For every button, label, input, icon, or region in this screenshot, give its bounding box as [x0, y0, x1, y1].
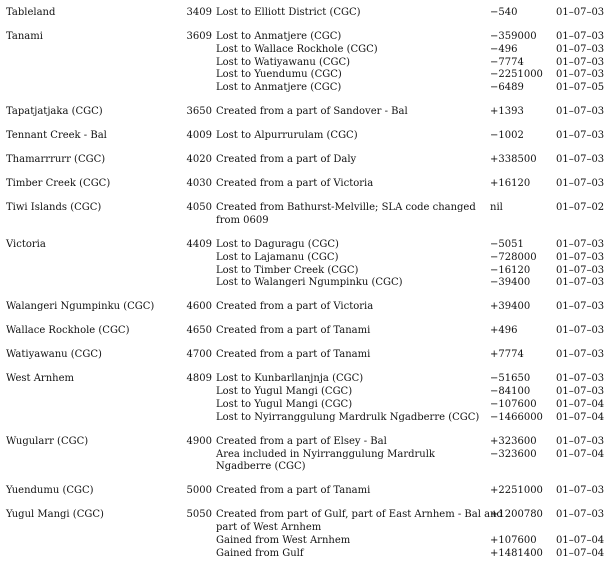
change-description: Lost to Nyirranggulung Mardrulk Ngadberre (CGC) [216, 411, 480, 423]
effective-date: 01–07–03 [556, 349, 605, 361]
effective-date [556, 522, 606, 535]
change-description: Lost to Yugul Mangi (CGC) [216, 386, 353, 398]
change-descriptions [216, 436, 484, 474]
area-change-value: −84100 [490, 386, 531, 398]
area-changes [490, 239, 550, 290]
effective-date: 01–07–04 [556, 534, 605, 546]
effective-date: 01–07–03 [556, 509, 605, 521]
area-change-value: nil [490, 202, 503, 214]
effective-dates [556, 31, 606, 95]
effective-date: 01–07–03 [556, 56, 605, 68]
area-name: Tapatjatjaka (CGC) [6, 106, 103, 118]
change-description: Lost to Alpurrurulam (CGC) [216, 130, 358, 142]
change-description: Lost to Kunbarllanjnja (CGC) [216, 373, 364, 385]
sla-code: 5050 [186, 509, 212, 521]
effective-dates [556, 436, 606, 474]
effective-date: 01–07–04 [556, 398, 605, 410]
area-change-value: −5051 [490, 239, 524, 250]
change-descriptions [216, 106, 484, 119]
effective-date: 01–07–03 [556, 178, 605, 190]
sla-code: 4700 [186, 349, 212, 361]
change-description: Gained from Gulf [216, 547, 304, 559]
area-changes [490, 301, 550, 314]
effective-date: 01–07–03 [556, 277, 605, 289]
sla-code: 3650 [186, 106, 212, 118]
change-descriptions [216, 373, 484, 424]
area-change-value: −496 [490, 43, 518, 55]
effective-date: 01–07–02 [556, 202, 605, 214]
change-description: Lost to Elliott District (CGC) [216, 7, 361, 18]
effective-dates [556, 202, 606, 228]
effective-date: 01–07–05 [556, 82, 605, 94]
sla-code: 4009 [186, 130, 212, 142]
change-description: Lost to Timber Creek (CGC) [216, 264, 359, 276]
change-description: Lost to Anmatjere (CGC) [216, 82, 342, 94]
area-changes [490, 436, 550, 474]
area-changes [490, 373, 550, 424]
area-changes [490, 154, 550, 167]
change-description: Lost to Watiyawanu (CGC) [216, 56, 351, 68]
change-description: Created from a part of Sandover - Bal [216, 106, 408, 118]
change-description: Gained from West Arnhem [216, 534, 351, 546]
change-description: Lost to Lajamanu (CGC) [216, 251, 339, 263]
area-change-value: −107600 [490, 398, 537, 410]
change-description: Created from a part of Victoria [216, 301, 374, 313]
effective-date: 01–07–04 [556, 411, 605, 423]
area-change-value: +39400 [490, 301, 531, 313]
area-name: Tanami [6, 31, 43, 42]
effective-date: 01–07–03 [556, 43, 605, 55]
area-change-value: +496 [490, 325, 518, 337]
change-descriptions [216, 31, 484, 95]
effective-date [556, 461, 606, 474]
change-descriptions [216, 239, 484, 290]
area-changes [490, 106, 550, 119]
change-description: Created from a part of Tanami [216, 325, 371, 337]
area-change-value: −16120 [490, 264, 531, 276]
area-change-value: −6489 [490, 82, 524, 94]
change-description: Created from a part of Elsey - Bal [216, 435, 387, 447]
area-change-value: −728000 [490, 251, 537, 263]
effective-date: 01–07–03 [556, 264, 605, 276]
change-description: Lost to Yugul Mangi (CGC) [216, 398, 353, 410]
effective-date [556, 215, 606, 228]
area-name: Watiyawanu (CGC) [6, 349, 102, 361]
area-change-value: +107600 [490, 534, 537, 546]
area-name: Yuendumu (CGC) [6, 485, 94, 497]
effective-dates [556, 130, 606, 143]
effective-dates [556, 7, 606, 20]
area-change-value: −359000 [490, 31, 537, 42]
area-name: Walangeri Ngumpinku (CGC) [6, 301, 155, 313]
effective-date: 01–07–03 [556, 435, 605, 447]
effective-dates [556, 239, 606, 290]
change-descriptions [216, 301, 484, 314]
sla-code: 4900 [186, 435, 212, 447]
area-change-value: +338500 [490, 154, 537, 166]
area-name: West Arnhem [6, 373, 74, 385]
area-change-value: +323600 [490, 435, 537, 447]
area-name: Yugul Mangi (CGC) [6, 509, 104, 521]
area-changes [490, 130, 550, 143]
sla-code: 3409 [186, 7, 212, 18]
sla-code: 4020 [186, 154, 212, 166]
area-changes [490, 325, 550, 338]
sla-code: 5000 [186, 485, 212, 497]
effective-date: 01–07–03 [556, 373, 605, 385]
area-change-value: −1002 [490, 130, 524, 142]
change-description: Lost to Walangeri Ngumpinku (CGC) [216, 277, 403, 289]
area-name: Thamarrrurr (CGC) [6, 154, 106, 166]
area-changes [490, 349, 550, 362]
effective-date: 01–07–03 [556, 130, 605, 142]
effective-dates [556, 154, 606, 167]
area-changes [490, 202, 550, 228]
effective-date: 01–07–03 [556, 31, 605, 42]
area-name: Tiwi Islands (CGC) [6, 202, 102, 214]
effective-dates [556, 301, 606, 314]
sla-code: 4600 [186, 301, 212, 313]
change-description: Ngadberre (CGC) [216, 461, 306, 473]
sla-code: 4050 [186, 202, 212, 214]
area-name: Tableland [6, 7, 56, 18]
change-description: Lost to Yuendumu (CGC) [216, 69, 342, 81]
area-name: Timber Creek (CGC) [6, 178, 111, 190]
area-change-value: −540 [490, 7, 518, 18]
area-changes [490, 509, 550, 560]
change-descriptions [216, 509, 503, 560]
sla-code: 4650 [186, 325, 212, 337]
area-changes [490, 31, 550, 95]
area-change-value: −323600 [490, 448, 537, 460]
area-change-value: +16120 [490, 178, 531, 190]
area-change-value: +7774 [490, 349, 524, 361]
change-descriptions [216, 130, 484, 143]
sla-code: 4409 [186, 239, 212, 250]
area-name: Victoria [6, 239, 46, 250]
area-change-value: −39400 [490, 277, 531, 289]
change-description: Created from Bathurst-Melville; SLA code changed [216, 202, 476, 214]
change-descriptions [216, 485, 484, 498]
change-description: Created from a part of Victoria [216, 178, 374, 190]
effective-date: 01–07–03 [556, 106, 605, 118]
area-changes [490, 7, 550, 20]
area-change-value: +2251000 [490, 485, 543, 497]
area-name: Wugularr (CGC) [6, 435, 89, 447]
sla-code: 3609 [186, 31, 212, 42]
change-description: Area included in Nyirranggulung Mardrulk [216, 448, 435, 460]
change-descriptions [216, 202, 484, 228]
change-description: Created from part of Gulf, part of East Arnhem - Bal and [216, 509, 503, 521]
area-name: Wallace Rockhole (CGC) [6, 325, 130, 337]
change-descriptions [216, 154, 484, 167]
area-change-value: −7774 [490, 56, 524, 68]
area-change-value: −1466000 [490, 411, 543, 423]
change-descriptions [216, 7, 484, 20]
effective-date: 01–07–03 [556, 154, 605, 166]
effective-dates [556, 325, 606, 338]
area-change-value [490, 215, 550, 228]
area-change-value: +1200780 [490, 509, 543, 521]
effective-dates [556, 178, 606, 191]
effective-date: 01–07–03 [556, 69, 605, 81]
change-descriptions [216, 325, 484, 338]
effective-date: 01–07–03 [556, 301, 605, 313]
area-change-value: −2251000 [490, 69, 543, 81]
effective-date: 01–07–03 [556, 251, 605, 263]
effective-dates [556, 106, 606, 119]
area-change-value [490, 522, 550, 535]
change-description: Created from a part of Daly [216, 154, 357, 166]
area-change-value: +1481400 [490, 547, 543, 559]
effective-dates [556, 509, 606, 560]
area-changes [490, 485, 550, 498]
effective-date: 01–07–03 [556, 239, 605, 250]
effective-date: 01–07–03 [556, 485, 605, 497]
effective-dates [556, 485, 606, 498]
sla-code: 4030 [186, 178, 212, 190]
change-description: part of West Arnhem [216, 522, 322, 534]
area-change-value: +1393 [490, 106, 524, 118]
change-description: Lost to Anmatjere (CGC) [216, 31, 342, 42]
effective-date: 01–07–03 [556, 7, 605, 18]
change-description: Created from a part of Tanami [216, 349, 371, 361]
change-description: Lost to Wallace Rockhole (CGC) [216, 43, 378, 55]
area-changes [490, 178, 550, 191]
area-change-value: −51650 [490, 373, 531, 385]
change-descriptions [216, 349, 484, 362]
change-description: Lost to Daguragu (CGC) [216, 239, 339, 250]
effective-dates [556, 349, 606, 362]
effective-date: 01–07–03 [556, 325, 605, 337]
effective-date: 01–07–03 [556, 386, 605, 398]
change-descriptions [216, 178, 484, 191]
effective-date: 01–07–04 [556, 448, 605, 460]
effective-date: 01–07–04 [556, 547, 605, 559]
sla-code: 4809 [186, 373, 212, 385]
area-change-value [490, 461, 550, 474]
change-description: Created from a part of Tanami [216, 485, 371, 497]
effective-dates [556, 373, 606, 424]
area-name: Tennant Creek - Bal [6, 130, 107, 142]
change-description: from 0609 [216, 214, 269, 226]
